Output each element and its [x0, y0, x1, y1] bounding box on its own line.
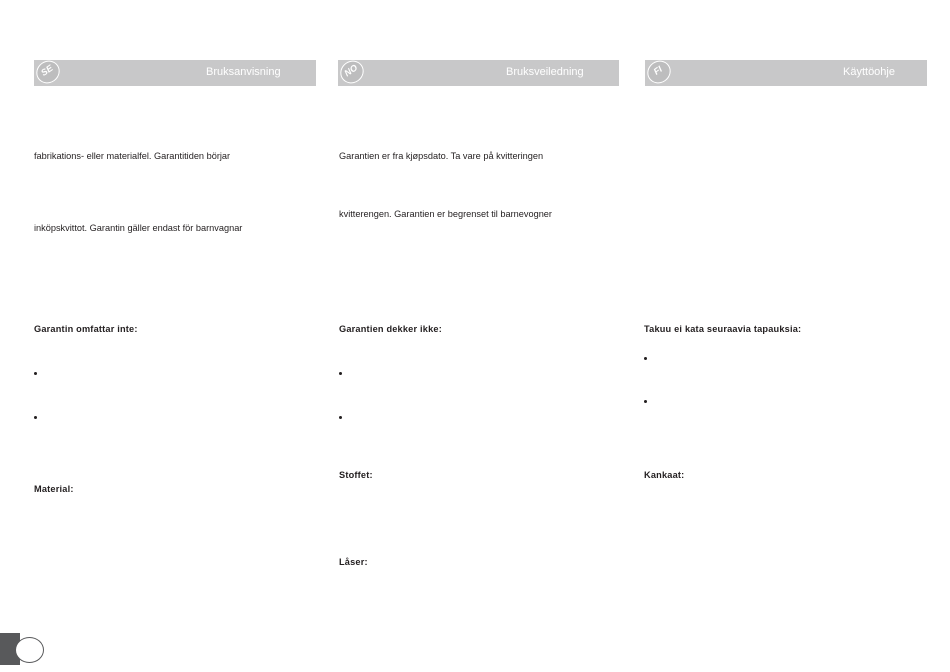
- page-tab-knob: [15, 637, 44, 663]
- exclusions-heading-fi: Takuu ei kata seuraavia tapauksia:: [644, 324, 802, 334]
- text-line-no-1: Garantien er fra kjøpsdato. Ta vare på kvitteringen: [339, 151, 544, 161]
- section-heading-no-2: Låser:: [339, 557, 368, 567]
- bullet-se-1: [34, 372, 37, 375]
- section-heading-se: Material:: [34, 484, 74, 494]
- language-badge-no: NO: [336, 56, 368, 88]
- text-line-no-2: kvitterengen. Garantien er begrenset til barnevogner: [339, 209, 552, 219]
- language-badge-fi: FI: [643, 56, 675, 88]
- section-heading-no: Stoffet:: [339, 470, 373, 480]
- header-bar-fi: [645, 60, 927, 86]
- header-title-no: Bruksveiledning: [506, 66, 584, 78]
- header-bar-no: [338, 60, 619, 86]
- header-bar-se: [34, 60, 316, 86]
- text-line-se-1: fabrikations- eller materialfel. Garantitiden börjar: [34, 151, 231, 161]
- exclusions-heading-se: Garantin omfattar inte:: [34, 324, 138, 334]
- bullet-fi-1: [644, 357, 647, 360]
- exclusions-heading-no: Garantien dekker ikke:: [339, 324, 442, 334]
- text-line-se-2: inköpskvittot. Garantin gäller endast för barnvagnar: [34, 223, 243, 233]
- section-heading-fi: Kankaat:: [644, 470, 685, 480]
- bullet-no-1: [339, 372, 342, 375]
- header-title-se: Bruksanvisning: [206, 66, 281, 78]
- language-badge-se: SE: [32, 56, 64, 88]
- header-title-fi: Käyttöohje: [843, 66, 895, 78]
- bullet-se-2: [34, 416, 37, 419]
- bullet-no-2: [339, 416, 342, 419]
- bullet-fi-2: [644, 400, 647, 403]
